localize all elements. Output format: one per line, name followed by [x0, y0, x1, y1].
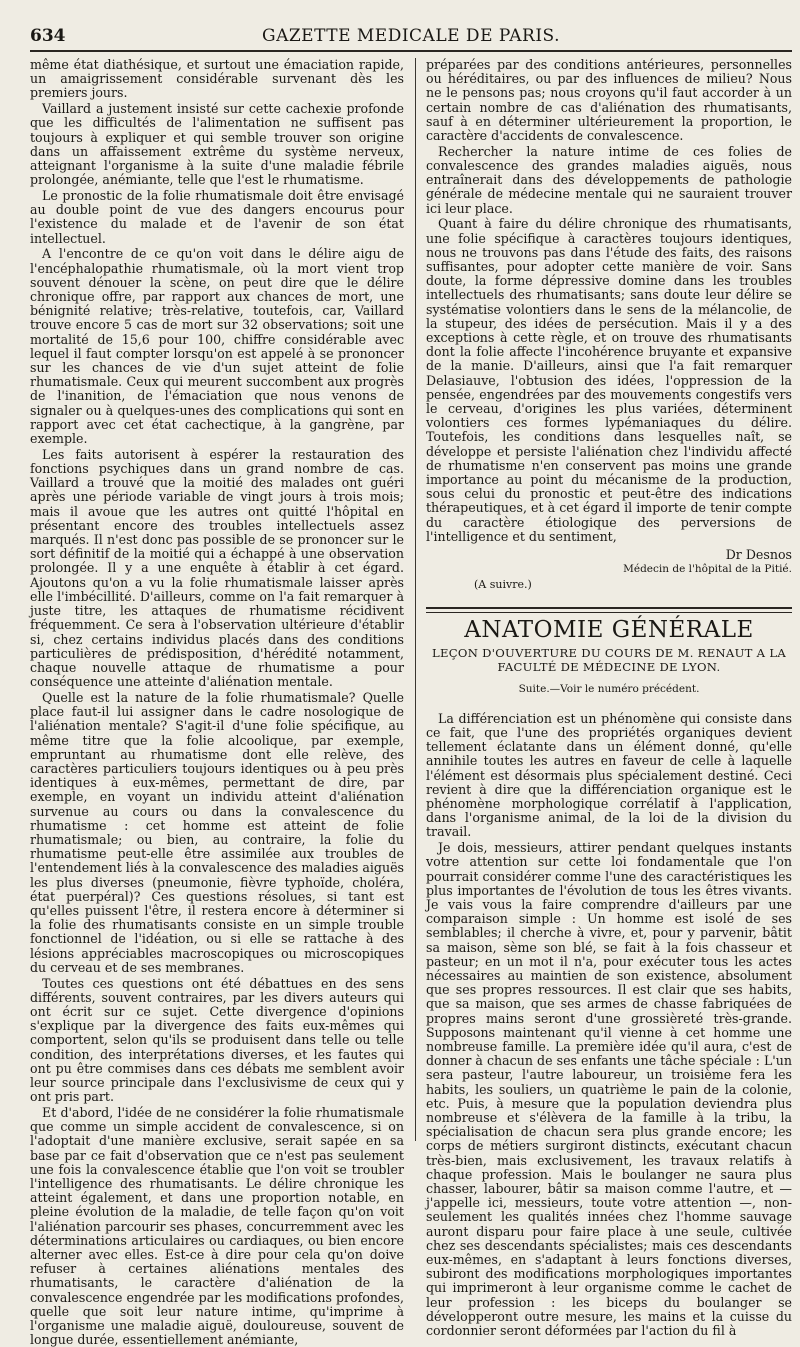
page-number: 634 [30, 26, 66, 46]
article-paragraph: La différenciation est un phénomène qui consiste dans ce fait, que l'une des propriétés organiques devient tellement éclatante dans un élément donné, qu'elle annihile toutes les autres en faveur de celle à laquelle l'élément est désormais plus spécialement destiné. Ceci revient à dire que la différenciation organique est le phénomène morphologique corrélatif à l'application, dans l'organisme animal, de la loi de la division du travail. [426, 710, 792, 840]
article-paragraph: préparées par des conditions antérieures, personnelles ou héréditaires, ou par des influences de milieu? Nous ne le pensons pas; nous croyons qu'il faut accorder à un certain nombre de cas d'aliénation des rhumatisants, sauf à en déterminer ultérieurement la proportion, le caractère d'accidents de convalescence. [426, 57, 792, 144]
author-signature [426, 548, 792, 576]
section-rule [426, 607, 792, 609]
article-paragraph: Et d'abord, l'idée de ne considérer la folie rhumatismale que comme un simple accident de convalescence, si on l'adoptait d'une manière exclusive, serait sapée en sa base par ce fait d'observation que ce n'est pas seulement une fois la convalescence établie que l'on voit se troubler l'intelligence des rhumatisants. Le délire chronique les atteint également, et dans une proportion notable, en pleine évolution de la maladie, de telle façon qu'on voit l'aliénation parcourir ses phases, concurremment avec les déterminations articulaires ou cardiaques, ou bien encore alterner avec elles. Est-ce à dire pour cela qu'on doive refuser à certaines aliénations mentales des rhumatisants, le caractère d'aliénation de la convalescence engendrée par les modifications profondes, quelle que soit leur nature intime, qu'imprime à l'organisme une maladie aiguë, douloureuse, souvent de longue durée, essentiellement anémiante, [30, 1104, 404, 1347]
lecture-heading: LEÇON D'OUVERTURE DU COURS DE M. RENAUT A LA FACULTÉ DE MÉDECINE DE LYON. [431, 645, 787, 674]
signature-role: Médecin de l'hôpital de la Pitié. [623, 563, 792, 576]
article-paragraph: Quant à faire du délire chronique des rhumatisants, une folie spécifique à caractères toujours identiques, nous ne trouvons pas dans l'étude des faits, des raisons suffisantes, pour adopter cette manière de voir. Sans doute, la forme dépressive domine dans les troubles intellectuels des rhumatisants; sans doute leur délire se systématise volontiers dans le sens de la mélancolie, de la stupeur, des idées de persécution. Mais il y a des exceptions à cette règle, et on trouve des rhumatisants dont la folie affecte l'incohérence bruyante et expansive de la manie. D'ailleurs, ainsi que l'a fait remarquer Delasiauve, l'obtusion des idées, l'oppression de la pensée, engendrées par des mouvements congestifs vers le cerveau, d'origines les plus variées, déterminent volontiers ces formes lypémaniaques du délire. Toutefois, les conditions dans lesquelles naît, se développe et persiste l'aliénation chez l'individu affecté de rhumatisme n'en conservent pas moins une grande importance au point du mécanisme de la production, sous celui du pronostic et peut-être des indications thérapeutiques, et à cet égard il importe de tenir compte du caractère étiologique des perversions de l'intelligence et du sentiment, [426, 216, 792, 544]
article-paragraph: Je dois, messieurs, attirer pendant quelques instants votre attention sur cette loi fondamentale que l'on pourrait considérer comme l'une des caractéristiques les plus importantes de l'évolution de tous les êtres vivants. Je vais vous la faire comprendre d'ailleurs par une comparaison simple : Un homme est isolé de ses semblables; il cherche à vivre, et, pour y parvenir, bâtit sa maison, sème son blé, se fait à la fois chasseur et pasteur; en un mot il n'a, pour exécuter tous les actes nécessaires au maintien de son existence, absolument que ses propres ressources. Il est clair que ses habits, que sa maison, que ses armes de chasse fabriquées de propres mains seront d'une grossièreté très-grande. Supposons maintenant qu'il vienne à cet homme une nombreuse famille. La première idée qu'il aura, c'est de donner à chacun de ses enfants une tâche spéciale : L'un sera pasteur, l'autre laboureur, un troisième fera les habits, les souliers, un quatrième le pain de la colonie, etc. Puis, à mesure que la population deviendra plus nombreuse et s'élèvera de la famille à la tribu, la spécialisation de chacun sera plus grande encore; les corps de métiers surgiront distincts, exécutant chacun très-bien, mais exclusivement, les travaux relatifs à chaque profession. Mais le boulanger ne saura plus chasser, labourer, bâtir sa maison comme l'autre, et — j'appelle ici, messieurs, toute votre attention —, non-seulement les qualités innées chez l'homme sauvage auront disparu pour faire place à une seule, cultivée chez ses descendants spécialistes; mais ces descendants eux-mêmes, en s'adaptant à leurs fonctions diverses, subiront des modifications morphologiques importantes qui imprimeront à leur organisme comme le cachet de leur profession : les biceps du boulanger se développeront outre mesure, les mains et la cuisse du cordonnier seront déformées par l'action du fil à [426, 840, 792, 1339]
article-paragraph: Toutes ces questions ont été débattues en des sens différents, souvent contraires, par les divers auteurs qui ont écrit sur ce sujet. Cette divergence d'opinions s'explique par la divergence des faits eux-mêmes qui comportent, selon qu'ils se produisent dans telle ou telle condition, des interprétations diverses, et les fautes qui ont pu être commises dans ces débats me semblent avoir leur source principale dans l'exclusivisme de ceux qui y ont pris part. [30, 975, 404, 1105]
journal-title: GAZETTE MEDICALE DE PARIS. [262, 26, 560, 46]
header-rule [30, 50, 792, 52]
article-paragraph: Rechercher la nature intime de ces folies de convalescence des grandes maladies aiguës, nous entraînerait dans des développements de pathologie générale de médecine mentale qui ne sauraient trouver ici leur place. [426, 143, 792, 216]
right-column [419, 57, 792, 1339]
article-paragraph: Le pronostic de la folie rhumatismale doit être envisagé au double point de vue des dangers encourus pour l'existence du malade et de l'avenir de son état intellectuel. [30, 188, 404, 246]
article-paragraph: même état diathésique, et surtout une émaciation rapide, un amaigrissement considérable survenant dès les premiers jours. [30, 57, 404, 101]
column-divider [415, 58, 416, 1141]
section-rule-thin [426, 612, 792, 613]
section-title: ANATOMIE GÉNÉRALE [464, 617, 754, 644]
page-header [30, 18, 792, 44]
article-paragraph: Quelle est la nature de la folie rhumatismale? Quelle place faut-il lui assigner dans le cadre nosologique de l'aliénation mentale? S'agit-il d'une folie spécifique, au même titre que la folie alcoolique, par exemple, empruntant au rhumatisme dont elle relève, des caractères particuliers toujours identiques ou à peu près identiques à eux-mêmes, permettant de dire, par exemple, en voyant un individu atteint d'aliénation survenue au cours ou dans la convalescence du rhumatisme : cet homme est atteint de folie rhumatismale; ou bien, au contraire, la folie du rhumatisme peut-elle être assimilée aux troubles de l'entendement liés à la convalescence des maladies aiguës les plus diverses (pneumonie, fièvre typhoïde, choléra, état puerpéral)? Ces questions résolues, si tant est qu'elles puissent l'être, il restera encore à déterminer si la folie des rhumatisants consiste en un simple trouble fonctionnel de l'idéation, ou si elle se rattache à des lésions appréciables macroscopiques ou microscopiques du cerveau et de ses membranes. [30, 689, 404, 975]
article-paragraph: Les faits autorisent à espérer la restauration des fonctions psychiques dans un grand nombre de cas. Vaillard a trouvé que la moitié des malades ont guéri après une période variable de vingt jours à trois mois; mais il avoue que les autres ont quitté l'hôpital en présentant encore des troubles intellectuels assez marqués. Il n'est donc pas possible de se prononcer sur le sort définitif de la moitié qui a échappé à une observation prolongée. Il y a une enquête à établir à cet égard. Ajoutons qu'on a vu la folie rhumatismale laisser après elle l'imbécillité. D'ailleurs, comme on l'a fait remarquer à juste titre, les attaques de rhumatisme récidivent fréquemment. Ce sera à l'observation ultérieure d'établir si, chez certains individus placés dans des conditions particulières de prédisposition, d'hérédité notamment, chaque nouvelle attaque de rhumatisme a pour conséquence une atteinte d'aliénation mentale. [30, 446, 404, 690]
signature-name: Dr Desnos [725, 547, 792, 563]
left-column [30, 57, 412, 1347]
continuation-note: Suite.—Voir le numéro précédent. [518, 682, 700, 695]
article-paragraph: Vaillard a justement insisté sur cette cachexie profonde que les difficultés de l'alimentation ne suffisent pas toujours à expliquer et qui semble trouver son origine dans un affaissement extrême du système nerveux, atteignant l'organisme à la suite d'une maladie fébrile prolongée, anémiante, telle que l'est le rhumatisme. [30, 101, 404, 188]
to-be-continued: (A suivre.) [474, 578, 532, 592]
article-columns [30, 57, 792, 1347]
article-paragraph: A l'encontre de ce qu'on voit dans le délire aigu de l'encéphalopathie rhumatismale, où la mort vient trop souvent dénouer la scène, on peut dire que le délire chronique offre, par rapport aux chances de mort, une bénignité relative; très-relative, toutefois, car, Vaillard trouve encore 5 cas de mort sur 32 observations; soit une mortalité de 15,6 pour 100, chiffre considérable avec lequel il faut compter lorsqu'on est appelé à se prononcer sur les chances de vie d'un sujet atteint de folie rhumatismale. Ceux qui meurent succombent aux progrès de l'inanition, de l'émaciation que nous venons de signaler ou à quelques-unes des complications qui sont en rapport avec cet état cachectique, à la gangrène, par exemple. [30, 246, 404, 447]
